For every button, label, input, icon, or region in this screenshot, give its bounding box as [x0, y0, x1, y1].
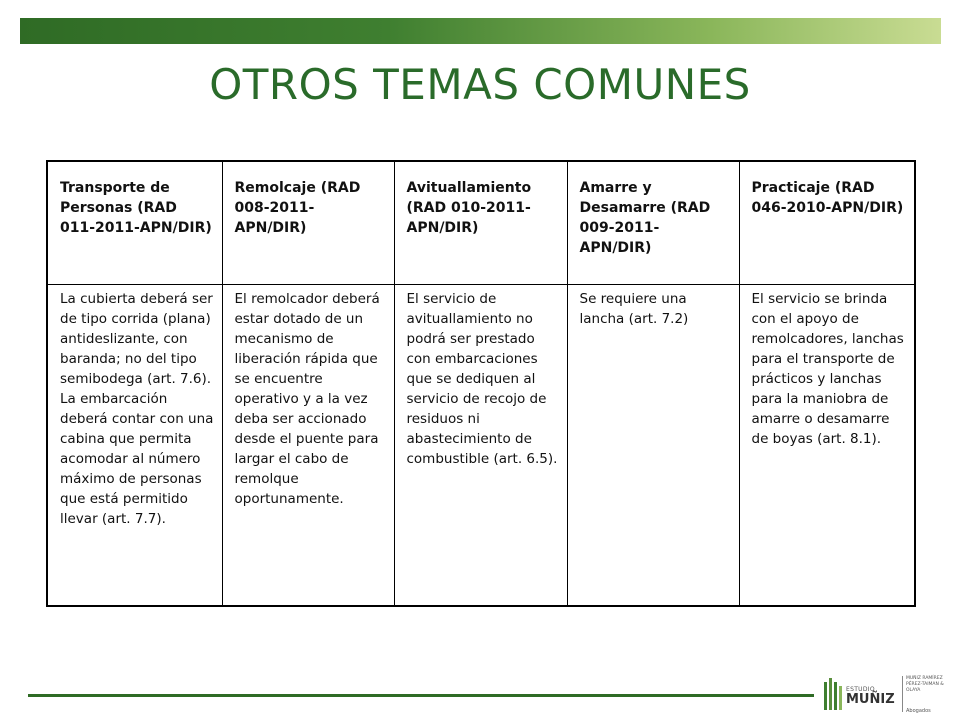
logo-estudio-text: ESTUDIO — [846, 686, 875, 693]
header-transporte-personas: Transporte de Personas (RAD 011-2011-APN/DIR) — [47, 161, 222, 285]
firm-logo — [818, 672, 948, 716]
cell-avituallamiento: El servicio de avituallamiento no podrá ser prestado con embarcaciones que se dediquen al servicio de recojo de residuos ni abastecimiento de combustible (art. 6.5). — [394, 285, 567, 607]
cell-practicaje: El servicio se brinda con el apoyo de remolcadores, lanchas para el transporte de prácticos y lanchas para la maniobra de amarre o desamarre de boyas (art. 8.1). — [739, 285, 915, 607]
header-practicaje: Practicaje (RAD 046-2010-APN/DIR) — [739, 161, 915, 285]
cell-amarre-desamarre: Se requiere una lancha (art. 7.2) — [567, 285, 739, 607]
logo-partners-text: MUÑIZ RAMÍREZ PÉREZ-TAIMAN & OLAYA — [906, 676, 944, 693]
slide-title: OTROS TEMAS COMUNES — [209, 60, 751, 109]
header-avituallamiento: Avituallamiento (RAD 010-2011-APN/DIR) — [394, 161, 567, 285]
logo-name-text: MUÑIZ — [846, 692, 895, 707]
header-amarre-desamarre: Amarre y Desamarre (RAD 009-2011-APN/DIR) — [567, 161, 739, 285]
table-header-row — [47, 161, 915, 285]
logo-separator — [902, 676, 903, 712]
comparison-table — [46, 160, 916, 607]
logo-abogados-text: Abogados — [906, 708, 931, 714]
table-row — [47, 285, 915, 607]
top-gradient-bar — [20, 18, 941, 44]
cell-remolcaje: El remolcador deberá estar dotado de un mecanismo de liberación rápida que se encuentre operativo y a la vez deba ser accionado desde el puente para largar el cabo de remolque oportunamente. — [222, 285, 394, 607]
header-remolcaje: Remolcaje (RAD 008-2011-APN/DIR) — [222, 161, 394, 285]
comparison-table-wrapper — [46, 160, 914, 607]
bottom-rule — [28, 694, 814, 697]
logo-mark-icon — [824, 676, 842, 712]
cell-transporte-personas: La cubierta deberá ser de tipo corrida (plana) antideslizante, con baranda; no del tipo semibodega (art. 7.6). La embarcación deberá contar con una cabina que permita acomodar al número máximo de personas que está permitido llevar (art. 7.7). — [47, 285, 222, 607]
